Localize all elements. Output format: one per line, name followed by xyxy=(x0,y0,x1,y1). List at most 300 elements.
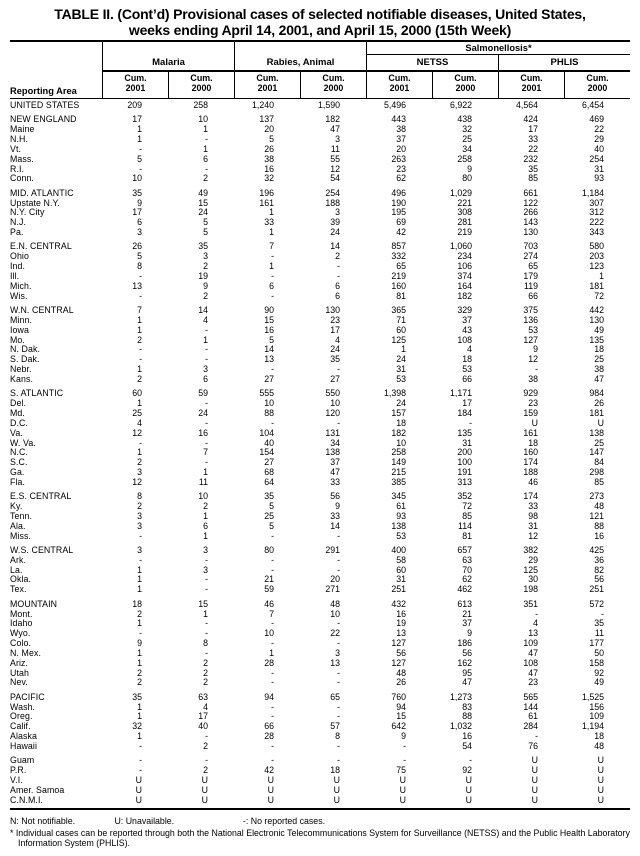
value-cell: 33 xyxy=(528,134,538,145)
value-cell: 313 xyxy=(457,476,472,487)
value-cell: 58 xyxy=(396,554,406,565)
value-cell: 18 xyxy=(594,731,604,742)
value-cell: 291 xyxy=(325,544,340,555)
value-cell: 144 xyxy=(523,701,538,712)
value-cell: - xyxy=(337,417,340,428)
value-cell: 65 xyxy=(528,261,538,272)
value-cell: - xyxy=(337,638,340,649)
table-row xyxy=(10,742,630,752)
value-cell: 33 xyxy=(330,476,340,487)
value-cell: 10 xyxy=(264,398,274,409)
area-cell: NEW ENGLAND xyxy=(10,114,77,125)
value-cell: 157 xyxy=(391,407,406,418)
value-cell: 43 xyxy=(462,324,472,335)
value-cell: 106 xyxy=(457,261,472,272)
value-cell: 37 xyxy=(330,457,340,468)
value-cell: - xyxy=(205,324,208,335)
value-cell: U xyxy=(399,775,406,785)
value-cell: 17 xyxy=(528,124,538,135)
value-cell: 22 xyxy=(330,628,340,639)
value-cell: 10 xyxy=(330,608,340,619)
value-cell: 3 xyxy=(137,520,142,531)
value-cell: 38 xyxy=(264,153,274,164)
area-cell: MID. ATLANTIC xyxy=(10,187,74,198)
table-body xyxy=(10,99,630,810)
table-group xyxy=(10,189,630,238)
value-cell: 34 xyxy=(330,437,340,448)
value-cell: 1,240 xyxy=(251,100,274,110)
value-cell: 119 xyxy=(523,280,538,291)
table-group xyxy=(10,600,630,689)
value-cell: 37 xyxy=(462,314,472,325)
value-cell: 3 xyxy=(137,227,142,238)
value-cell: 174 xyxy=(523,491,538,502)
value-cell: 555 xyxy=(259,388,274,399)
value-cell: 55 xyxy=(330,153,340,164)
value-cell: 16 xyxy=(462,731,472,742)
table-row xyxy=(10,478,630,488)
value-cell: 4 xyxy=(203,314,208,325)
value-cell: 47 xyxy=(462,677,472,688)
value-cell: 37 xyxy=(462,618,472,629)
column-group-malaria: Malaria xyxy=(102,55,234,72)
value-cell: 114 xyxy=(457,520,472,531)
value-cell: 46 xyxy=(264,598,274,609)
value-cell: 33 xyxy=(330,510,340,521)
value-cell: U xyxy=(597,784,604,795)
value-cell: 4 xyxy=(533,618,538,629)
value-cell: - xyxy=(139,740,142,751)
value-cell: - xyxy=(139,271,142,281)
value-cell: 6 xyxy=(335,280,340,291)
value-cell: 258 xyxy=(193,100,208,110)
value-cell: 432 xyxy=(391,598,406,609)
value-cell: 85 xyxy=(462,510,472,521)
value-cell: 137 xyxy=(259,114,274,125)
area-cell: Colo. xyxy=(10,638,32,649)
value-cell: 1 xyxy=(599,271,604,281)
area-cell: Mo. xyxy=(10,334,25,345)
table-group xyxy=(10,101,630,111)
value-cell: 47 xyxy=(528,647,538,658)
table-row xyxy=(10,375,630,385)
area-cell: N.Y. City xyxy=(10,207,45,218)
value-cell: 191 xyxy=(457,467,472,478)
value-cell: 40 xyxy=(264,437,274,448)
table-row xyxy=(10,228,630,238)
value-cell: 33 xyxy=(264,217,274,228)
area-cell: W. Va. xyxy=(10,437,36,448)
value-cell: 42 xyxy=(264,765,274,776)
value-cell: 23 xyxy=(528,398,538,409)
value-cell: 254 xyxy=(589,153,604,164)
value-cell: 38 xyxy=(396,124,406,135)
area-cell: C.N.M.I. xyxy=(10,794,44,805)
value-cell: 1 xyxy=(269,207,274,218)
area-cell: N.H. xyxy=(10,134,28,145)
value-cell: 47 xyxy=(330,124,340,135)
value-cell: 130 xyxy=(325,305,340,316)
value-cell: U xyxy=(399,784,406,795)
value-cell: 11 xyxy=(330,143,340,154)
column-group-rabies-animal: Rabies, Animal xyxy=(234,55,366,72)
value-cell: 32 xyxy=(264,173,274,184)
value-cell: 179 xyxy=(523,271,538,281)
area-cell: Nev. xyxy=(10,677,28,688)
value-cell: 1 xyxy=(203,510,208,521)
area-cell: N. Dak. xyxy=(10,344,41,355)
value-cell: 18 xyxy=(330,765,340,776)
value-cell: 122 xyxy=(523,197,538,208)
value-cell: 26 xyxy=(396,677,406,688)
value-cell: 95 xyxy=(462,667,472,678)
value-cell: - xyxy=(337,554,340,565)
value-cell: 12 xyxy=(132,476,142,487)
value-cell: 23 xyxy=(330,314,340,325)
value-cell: 127 xyxy=(523,334,538,345)
value-cell: 35 xyxy=(132,691,142,702)
value-cell: 1,194 xyxy=(581,721,604,732)
value-cell: U xyxy=(597,755,604,766)
value-cell: 24 xyxy=(330,344,340,355)
value-cell: - xyxy=(271,638,274,649)
value-cell: 12 xyxy=(330,163,340,174)
value-cell: 345 xyxy=(391,491,406,502)
value-cell: 35 xyxy=(528,163,538,174)
value-cell: 10 xyxy=(198,114,208,125)
value-cell: 181 xyxy=(589,280,604,291)
value-cell: 3 xyxy=(335,134,340,145)
value-cell: 127 xyxy=(391,638,406,649)
value-cell: 222 xyxy=(589,217,604,228)
area-cell: PACIFIC xyxy=(10,691,45,702)
value-cell: - xyxy=(469,417,472,428)
value-cell: 98 xyxy=(528,510,538,521)
value-cell: - xyxy=(205,134,208,145)
cum-year-header: Cum. 2000 xyxy=(564,72,630,98)
value-cell: 9 xyxy=(533,344,538,355)
value-cell: 1 xyxy=(137,574,142,585)
value-cell: 121 xyxy=(589,510,604,521)
value-cell: 9 xyxy=(467,163,472,174)
value-cell: 4 xyxy=(137,417,142,428)
value-cell: - xyxy=(337,364,340,375)
value-cell: 29 xyxy=(594,134,604,145)
value-cell: 70 xyxy=(462,564,472,575)
legend-no-reported-cases: -: No reported cases. xyxy=(242,816,326,826)
table-row xyxy=(10,585,630,595)
area-cell: N.J. xyxy=(10,217,27,228)
value-cell: 258 xyxy=(391,447,406,458)
value-cell: 5 xyxy=(269,334,274,345)
area-cell: S. Dak. xyxy=(10,354,40,365)
value-cell: 14 xyxy=(264,344,274,355)
value-cell: U xyxy=(267,775,274,785)
value-cell: 16 xyxy=(198,427,208,438)
value-cell: 374 xyxy=(457,271,472,281)
value-cell: 25 xyxy=(594,437,604,448)
value-cell: 2 xyxy=(203,501,208,512)
value-cell: 462 xyxy=(457,584,472,595)
value-cell: 1 xyxy=(269,647,274,658)
value-cell: 24 xyxy=(396,354,406,365)
value-cell: 3 xyxy=(335,207,340,218)
area-cell: D.C. xyxy=(10,417,28,428)
value-cell: 56 xyxy=(396,647,406,658)
value-cell: - xyxy=(271,271,274,281)
value-cell: 442 xyxy=(589,305,604,316)
value-cell: 1,525 xyxy=(581,691,604,702)
value-cell: 273 xyxy=(589,491,604,502)
asterisk-footnote: * Individual cases can be reported through both the National Electronic Telecommunications System for Surveillance (NETSS) and the Public Health Laboratory Information System (PHLIS). xyxy=(10,827,630,849)
value-cell: 56 xyxy=(462,647,472,658)
value-cell: U xyxy=(333,784,340,795)
value-cell: 332 xyxy=(391,251,406,262)
value-cell: 251 xyxy=(589,584,604,595)
value-cell: U xyxy=(135,775,142,785)
value-cell: 85 xyxy=(528,173,538,184)
value-cell: 35 xyxy=(132,187,142,198)
value-cell: 23 xyxy=(396,163,406,174)
value-cell: U xyxy=(531,755,538,766)
value-cell: - xyxy=(271,711,274,722)
value-cell: 18 xyxy=(528,437,538,448)
value-cell: 161 xyxy=(259,197,274,208)
table-row xyxy=(10,532,630,542)
area-cell: Pa. xyxy=(10,227,24,238)
value-cell: 258 xyxy=(457,153,472,164)
area-cell: Miss. xyxy=(10,530,32,541)
value-cell: 49 xyxy=(594,677,604,688)
value-cell: - xyxy=(535,364,538,375)
value-cell: 5 xyxy=(269,501,274,512)
value-cell: 9 xyxy=(137,197,142,208)
value-cell: 8 xyxy=(203,638,208,649)
value-cell: 135 xyxy=(589,334,604,345)
value-cell: 65 xyxy=(396,261,406,272)
value-cell: 123 xyxy=(589,261,604,272)
value-cell: 84 xyxy=(594,457,604,468)
value-cell: 219 xyxy=(391,271,406,281)
legend-line xyxy=(10,816,632,827)
value-cell: U xyxy=(267,794,274,805)
value-cell: 1 xyxy=(269,227,274,238)
value-cell: 1,029 xyxy=(449,187,472,198)
value-cell: 109 xyxy=(589,711,604,722)
cum-year-header: Cum. 2000 xyxy=(432,72,498,98)
value-cell: 31 xyxy=(528,520,538,531)
area-cell: Ky. xyxy=(10,501,23,512)
value-cell: 27 xyxy=(264,457,274,468)
area-cell: Ark. xyxy=(10,554,27,565)
value-cell: - xyxy=(205,574,208,585)
area-cell: Ariz. xyxy=(10,657,29,668)
value-cell: U xyxy=(399,794,406,805)
value-cell: - xyxy=(271,740,274,751)
value-cell: - xyxy=(271,755,274,766)
value-cell: 65 xyxy=(330,691,340,702)
value-cell: 2 xyxy=(203,290,208,301)
value-cell: 857 xyxy=(391,241,406,252)
value-cell: 88 xyxy=(462,711,472,722)
column-group-netss: NETSS xyxy=(366,55,498,72)
value-cell: 312 xyxy=(589,207,604,218)
value-cell: 26 xyxy=(594,398,604,409)
value-cell: 6 xyxy=(137,217,142,228)
area-cell: Alaska xyxy=(10,731,38,742)
value-cell: 24 xyxy=(396,398,406,409)
area-cell: Iowa xyxy=(10,324,29,335)
area-cell: Nebr. xyxy=(10,364,32,375)
value-cell: 57 xyxy=(330,721,340,732)
value-cell: 37 xyxy=(396,134,406,145)
value-cell: 61 xyxy=(396,501,406,512)
table-row xyxy=(10,101,630,111)
value-cell: 26 xyxy=(264,143,274,154)
value-cell: 104 xyxy=(259,427,274,438)
value-cell: 1,398 xyxy=(383,388,406,399)
value-cell: 1 xyxy=(137,618,142,629)
value-cell: 1 xyxy=(203,143,208,154)
value-cell: 48 xyxy=(594,740,604,751)
area-cell: W.S. CENTRAL xyxy=(10,544,74,555)
value-cell: 138 xyxy=(589,427,604,438)
value-cell: 1 xyxy=(401,344,406,355)
value-cell: 53 xyxy=(396,373,406,384)
value-cell: 7 xyxy=(269,241,274,252)
value-cell: 2 xyxy=(137,457,142,468)
value-cell: - xyxy=(205,398,208,409)
value-cell: 29 xyxy=(528,554,538,565)
value-cell: - xyxy=(139,143,142,154)
value-cell: 159 xyxy=(523,407,538,418)
value-cell: 13 xyxy=(528,628,538,639)
value-cell: 31 xyxy=(396,574,406,585)
cum-year-header: Cum. 2001 xyxy=(498,72,564,98)
value-cell: U xyxy=(531,794,538,805)
value-cell: 496 xyxy=(391,187,406,198)
value-cell: 109 xyxy=(523,638,538,649)
value-cell: 48 xyxy=(330,598,340,609)
value-cell: 49 xyxy=(594,324,604,335)
area-cell: W.N. CENTRAL xyxy=(10,305,74,316)
value-cell: 24 xyxy=(330,227,340,238)
value-cell: 16 xyxy=(594,530,604,541)
value-cell: 27 xyxy=(264,373,274,384)
value-cell: - xyxy=(337,618,340,629)
value-cell: 38 xyxy=(594,364,604,375)
column-superheader-salmonellosis: Salmonellosis* xyxy=(366,42,630,55)
area-cell: Kans. xyxy=(10,373,33,384)
area-cell: S.C. xyxy=(10,457,28,468)
area-cell: Ala. xyxy=(10,520,26,531)
value-cell: 94 xyxy=(264,691,274,702)
value-cell: 5 xyxy=(269,134,274,145)
value-cell: - xyxy=(271,554,274,565)
value-cell: 61 xyxy=(528,711,538,722)
value-cell: 17 xyxy=(462,398,472,409)
value-cell: 1 xyxy=(203,334,208,345)
value-cell: 11 xyxy=(594,628,604,639)
value-cell: 28 xyxy=(264,731,274,742)
value-cell: 160 xyxy=(391,280,406,291)
value-cell: 11 xyxy=(198,476,208,487)
value-cell: 66 xyxy=(528,290,538,301)
area-cell: Tex. xyxy=(10,584,27,595)
value-cell: 385 xyxy=(391,476,406,487)
value-cell: 40 xyxy=(594,143,604,154)
value-cell: 68 xyxy=(264,467,274,478)
value-cell: U xyxy=(333,794,340,805)
value-cell: 263 xyxy=(391,153,406,164)
table-row xyxy=(10,292,630,302)
value-cell: 9 xyxy=(203,280,208,291)
value-cell: 424 xyxy=(523,114,538,125)
value-cell: 438 xyxy=(457,114,472,125)
value-cell: U xyxy=(597,765,604,776)
cum-year-header: Cum. 2000 xyxy=(168,72,234,98)
value-cell: 47 xyxy=(528,667,538,678)
value-cell: 3 xyxy=(203,364,208,375)
value-cell: U xyxy=(465,794,472,805)
table-group xyxy=(10,546,630,595)
value-cell: 143 xyxy=(523,217,538,228)
value-cell: 5,496 xyxy=(383,100,406,110)
value-cell: 613 xyxy=(457,598,472,609)
value-cell: 72 xyxy=(462,501,472,512)
value-cell: - xyxy=(205,417,208,428)
value-cell: 1,171 xyxy=(449,388,472,399)
value-cell: 198 xyxy=(523,584,538,595)
value-cell: U xyxy=(201,775,208,785)
value-cell: 18 xyxy=(396,417,406,428)
value-cell: 1,590 xyxy=(317,100,340,110)
value-cell: 22 xyxy=(594,124,604,135)
area-cell: Wash. xyxy=(10,701,36,712)
value-cell: U xyxy=(267,784,274,795)
value-cell: 182 xyxy=(325,114,340,125)
value-cell: 642 xyxy=(391,721,406,732)
value-cell: 10 xyxy=(264,628,274,639)
table-group xyxy=(10,389,630,487)
area-cell: Maine xyxy=(10,124,35,135)
value-cell: 108 xyxy=(457,334,472,345)
value-cell: 4 xyxy=(467,344,472,355)
value-cell: - xyxy=(271,677,274,688)
value-cell: 15 xyxy=(198,598,208,609)
value-cell: 154 xyxy=(259,447,274,458)
value-cell: 12 xyxy=(528,354,538,365)
value-cell: 6 xyxy=(203,153,208,164)
value-cell: 75 xyxy=(396,765,406,776)
value-cell: U xyxy=(201,794,208,805)
value-cell: 59 xyxy=(264,584,274,595)
value-cell: 3 xyxy=(335,647,340,658)
value-cell: 8 xyxy=(137,491,142,502)
value-cell: 6 xyxy=(203,520,208,531)
area-cell: La. xyxy=(10,564,23,575)
value-cell: 7 xyxy=(269,608,274,619)
value-cell: 14 xyxy=(198,305,208,316)
area-cell: Tenn. xyxy=(10,510,33,521)
value-cell: 219 xyxy=(457,227,472,238)
reporting-area-header: Reporting Area xyxy=(10,86,77,96)
value-cell: 93 xyxy=(594,173,604,184)
value-cell: 1,273 xyxy=(449,691,472,702)
value-cell: 60 xyxy=(396,564,406,575)
value-cell: 56 xyxy=(594,574,604,585)
area-cell: Md. xyxy=(10,407,25,418)
